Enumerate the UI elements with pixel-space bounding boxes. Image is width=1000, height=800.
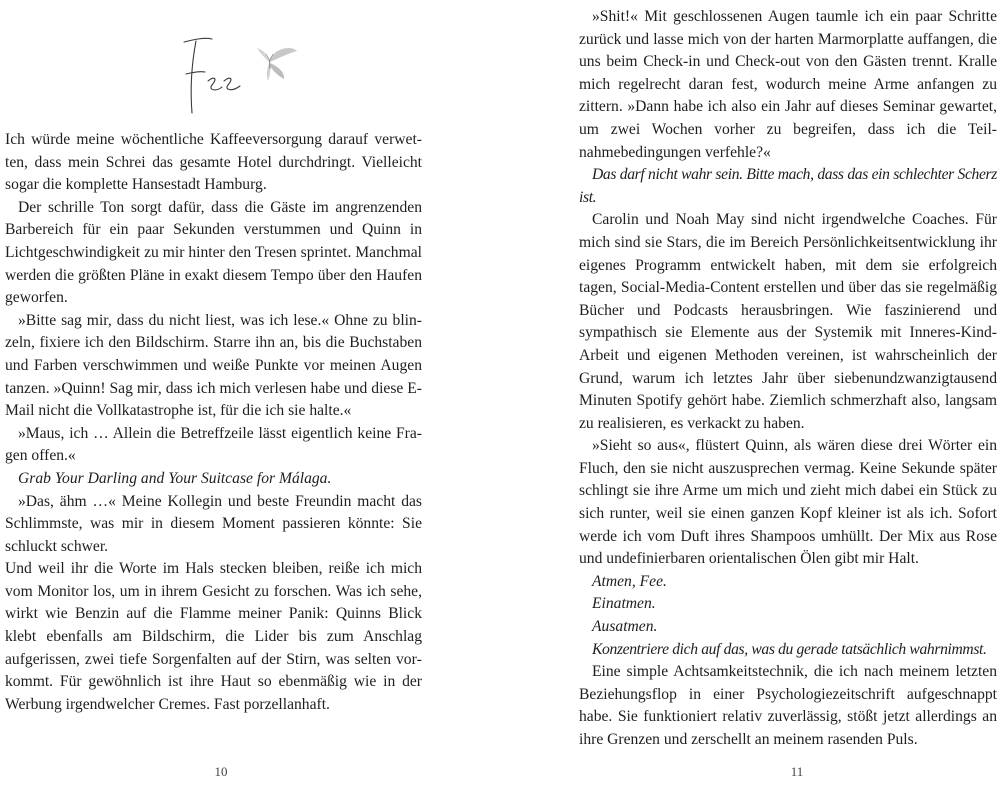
page-number: 11 — [790, 764, 804, 779]
paragraph: »Bitte sag mir, dass du nicht liest, was ich lese.« Ohne zu blinzeln, fixiere ich den Bildschirm. Starre ihn an, bis die Buchstaben und Farben verschwimmen und weiße Punkte vor meinen Augen tanzen. »Quinn! Sag mir, dass ich mich verlesen habe und diese E-Mail nicht die Vollkatastrophe ist, für die ich sie halte.« — [5, 311, 422, 420]
paragraph: »Sieht so aus«, flüstert Quinn, als wären diese drei Wörter ein Fluch, den sie nicht auszusprechen vermag. Keine Sekunde später schlingt sie ihre Arme um mich und zieht mich dabei ein Stück zu sich runter, weil sie einen ganzen Kopf kleiner ist als ich. Sofort werde ich vom Duft ihres Shampoos umhüllt. Der Mix aus Rose und undefinierbaren orientalischen Ölen gibt mir Halt. — [579, 437, 997, 568]
italic-line: Konzentriere dich auf das, was du gerade tatsächlich wahrnimmst. — [592, 640, 987, 658]
butterfly-icon — [257, 48, 297, 81]
left-page-text — [5, 129, 422, 716]
right-page-text — [579, 6, 997, 752]
italic-line: Atmen, Fee. — [592, 572, 667, 590]
fee-signature — [184, 38, 240, 113]
chapter-header-art — [170, 30, 310, 120]
paragraph: »Maus, ich … Allein die Betreffzeile lässt eigentlich keine Fragen offen.« — [5, 424, 422, 465]
paragraph: Carolin und Noah May sind nicht irgendwelche Coaches. Für mich sind sie Stars, die im Bereich Persönlichkeitsentwicklung ihr eigenes Programm entwickelt haben, mit dem sie erfolgreich tagen, Social-Media-Content erstellen und über das sie regelmäßig Bücher und Podcasts herausbringen. Wie faszinierend und sympathisch sie Elemente aus der Systemik mit Inneres-Kind-Arbeit und eigenen Methoden vereinen, ist wahrscheinlich der Grund, warum ich letztes Jahr über siebenundzwanzigtausend Minuten Spotify gehört habe. Ziemlich schmerzhaft also, langsam zu realisieren, es verkackt zu haben. — [579, 211, 997, 432]
italic-line: Das darf nicht wahr sein. Bitte mach, dass das ein schlechter Scherz ist. — [579, 166, 997, 206]
paragraph: Ich würde meine wöchentliche Kaffeeversorgung darauf verwetten, dass mein Schrei das gesamte Hotel durchdringt. Vielleicht sogar die komplette Hansestadt Hamburg. — [5, 131, 422, 194]
italic-line: Einatmen. — [592, 595, 656, 613]
page-number: 10 — [214, 764, 228, 779]
italic-line: Grab Your Darling and Your Suitcase for Málaga. — [18, 469, 332, 487]
paragraph: Der schrille Ton sorgt dafür, dass die Gäste im angrenzenden Barbereich für ein paar Sekunden verstummen und Quinn in Lichtgeschwindigkeit zu mir hinter den Tresen sprintet. Manchmal werden die größten Pläne in exakt diesem Tempo über den Haufen geworfen. — [5, 198, 422, 307]
paragraph: Und weil ihr die Worte im Hals stecken bleiben, reiße ich mich vom Monitor los, um in ihrem Gesicht zu forschen. Was ich sehe, wirkt wie Benzin auf die Flamme meiner Panik: Quinns Blick klebt ebenfalls am Bildschirm, die Lider bis zum Anschlag aufgerissen, zwei tiefe Sorgenfalten auf der Stirn, was selten vorkommt. Für gewöhnlich ist ihre Haut so ebenmäßig wie in der Werbung irgendwelcher Cremes. Fast porzellanhaft. — [5, 560, 422, 713]
paragraph: Eine simple Achtsamkeitstechnik, die ich nach meinem letzten Beziehungsflop in einer Psychologiezeitschrift aufgeschnappt habe. Sie funktioniert relativ zuverlässig, stößt jetzt allerdings an ihre Grenzen und zerschellt an meinem rasenden Puls. — [579, 663, 997, 748]
paragraph: »Das, ähm …« Meine Kollegin und beste Freundin macht das Schlimmste, was mir in diesem Moment passieren könnte: Sie schluckt schwer. — [5, 492, 422, 555]
right-page — [500, 0, 1000, 800]
paragraph: »Shit!« Mit geschlossenen Augen taumle ich ein paar Schritte zurück und lasse mich von der harten Marmorplatte auffangen, die uns beim Check-in und Check-out von den Gästen trennt. Kralle mich regelrecht daran fest, wodurch meine Arme anfangen zu zittern. »Dann habe ich also ein Jahr auf dieses Seminar gewartet, um zwei Wochen vorher zu begreifen, dass ich die Teilnahmebedingungen verfehle?« — [579, 8, 997, 161]
italic-line: Ausatmen. — [592, 618, 658, 636]
